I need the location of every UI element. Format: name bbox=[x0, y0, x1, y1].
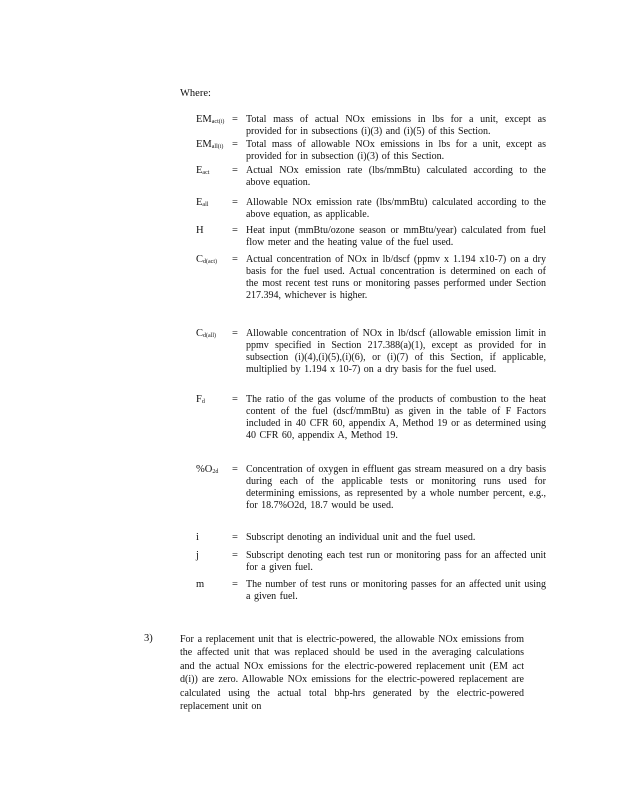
definition-text: The number of test runs or monitoring passes for an affected unit using a given fuel. bbox=[246, 579, 546, 602]
equals-sign: = bbox=[232, 254, 238, 265]
definition-subscript: d bbox=[201, 399, 205, 405]
definition-symbol: C bbox=[196, 328, 204, 339]
definition-symbol: C bbox=[196, 254, 204, 265]
definition-text: The ratio of the gas volume of the products of combustion to the heat content of the fuel (dscf/mmBtu) as given in the table of F Factors included in 40 CFR 60, appendix A, Method 19 or as determined using 40 CFR 60, appendix A, Method 19. bbox=[246, 394, 546, 441]
equals-sign: = bbox=[232, 464, 238, 475]
definition-text: Actual NOx emission rate (lbs/mmBtu) calculated according to the above equation. bbox=[246, 165, 546, 188]
equals-sign: = bbox=[232, 328, 238, 339]
definition-symbol: %O bbox=[196, 464, 213, 475]
equals-sign: = bbox=[232, 550, 238, 561]
definition-symbol: F bbox=[196, 394, 202, 405]
definition-item bbox=[196, 394, 546, 464]
where-label: Where: bbox=[180, 88, 211, 99]
paragraph-number: 3) bbox=[144, 633, 153, 644]
definition-subscript: all bbox=[202, 202, 209, 208]
definition-symbol: E bbox=[196, 197, 203, 208]
definition-text: Allowable NOx emission rate (lbs/mmBtu) calculated according to the above equation, as applicable. bbox=[246, 197, 546, 220]
definition-text: Actual concentration of NOx in lb/dscf (ppmv x 1.194 x10-7) on a dry basis for the fuel used. Actual concentration is determined on each of the most recent test runs or monitoring passes performed under Section 217.394, whichever is higher. bbox=[246, 254, 546, 301]
definition-item bbox=[196, 225, 546, 254]
definition-item bbox=[196, 550, 546, 579]
equals-sign: = bbox=[232, 394, 238, 405]
equals-sign: = bbox=[232, 165, 238, 176]
definition-text: Concentration of oxygen in effluent gas stream measured on a dry basis during each of the applicable tests or monitoring runs used for determining emissions, as represented by a whole number percent, e.g., for 18.7%O2d, 18.7 would be used. bbox=[246, 464, 546, 511]
definition-symbol: E bbox=[196, 165, 203, 176]
definition-text: Allowable concentration of NOx in lb/dscf (allowable emission limit in ppmv specified in Section 217.388(a)(1), except as provided for in subsection (i)(4),(i)(5),(i)(6), or (i)(7) of this Section, if applicable, multiplied by 1.194 x 10-7) on a dry basis for the fuel used. bbox=[246, 328, 546, 375]
equals-sign: = bbox=[232, 114, 238, 125]
definition-text: Total mass of allowable NOx emissions in lbs for a unit, except as provided for in subsection (i)(3) of this Section. bbox=[246, 139, 546, 162]
equals-sign: = bbox=[232, 225, 238, 236]
definition-subscript: act bbox=[202, 170, 210, 176]
definition-symbol: i bbox=[196, 532, 199, 543]
definition-text: Subscript denoting each test run or monitoring pass for an affected unit for a given fuel. bbox=[246, 550, 546, 573]
definition-subscript: act(i) bbox=[211, 119, 225, 125]
definition-item bbox=[196, 197, 546, 225]
definition-subscript: d(act) bbox=[203, 259, 218, 265]
definition-item bbox=[196, 254, 546, 328]
definition-item bbox=[196, 165, 546, 197]
definition-subscript: 2d bbox=[212, 469, 219, 475]
definition-symbol: EM bbox=[196, 114, 212, 125]
definition-symbol: m bbox=[196, 579, 205, 590]
definition-text: Subscript denoting an individual unit and the fuel used. bbox=[246, 532, 476, 543]
definition-symbol: EM bbox=[196, 139, 212, 150]
definition-symbol: H bbox=[196, 225, 204, 236]
definition-text: Total mass of actual NOx emissions in lbs for a unit, except as provided for in subsections (i)(3) and (i)(5) of this Section. bbox=[246, 114, 546, 137]
numbered-paragraph bbox=[144, 633, 524, 713]
definition-subscript: d(all) bbox=[203, 333, 217, 339]
equals-sign: = bbox=[232, 197, 238, 208]
equals-sign: = bbox=[232, 532, 238, 543]
definitions-list bbox=[196, 114, 546, 605]
definition-item bbox=[196, 532, 546, 550]
definition-symbol: j bbox=[196, 550, 199, 561]
equals-sign: = bbox=[232, 139, 238, 150]
definition-item bbox=[196, 139, 546, 165]
definition-item bbox=[196, 114, 546, 139]
definition-text: Heat input (mmBtu/ozone season or mmBtu/year) calculated from fuel flow meter and the heating value of the fuel used. bbox=[246, 225, 546, 248]
definition-subscript: all(i) bbox=[211, 144, 224, 150]
definition-item bbox=[196, 464, 546, 532]
equals-sign: = bbox=[232, 579, 238, 590]
paragraph-text: For a replacement unit that is electric-powered, the allowable NOx emissions from the affected unit that was replaced should be used in the averaging calculations and the actual NOx emissions for the electric-powered replacement unit (EM act d(i)) are zero. Allowable NOx emissions for the electric-powered replacement are calculated using the actual total bhp-hrs generated by the electric-powered replacement unit on bbox=[180, 634, 524, 713]
definition-item bbox=[196, 328, 546, 394]
definition-item bbox=[196, 579, 546, 605]
